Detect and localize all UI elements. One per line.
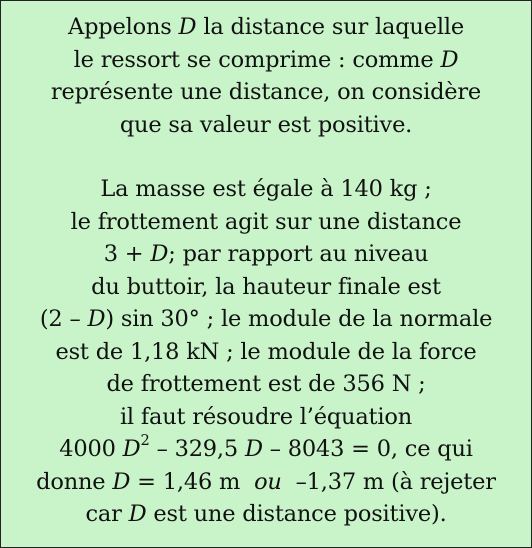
text-line	[1, 238, 531, 271]
text-run: donne	[36, 468, 113, 495]
variable-d: D	[112, 468, 131, 495]
text-line: est de 1,18 kN ; le module de la force	[55, 338, 477, 365]
text-run: est une distance positive).	[146, 501, 447, 527]
text-run: ; par rapport au niveau	[168, 241, 429, 267]
text-run: 3 +	[103, 241, 151, 267]
text-run: le ressort se comprime : comme	[73, 46, 441, 73]
variable-d: D	[150, 241, 169, 267]
result-line	[1, 466, 531, 499]
variable-d: D	[178, 14, 197, 40]
variable-d: D	[128, 501, 147, 527]
text-run: – 329,5	[149, 436, 245, 462]
text-line: que sa valeur est positive.	[119, 111, 413, 138]
text-run: 4000	[59, 436, 123, 462]
text-run: – 8043 = 0, ce qui	[262, 436, 473, 462]
text-run: (2 –	[39, 306, 88, 332]
text-run: la distance sur laquelle	[196, 14, 464, 40]
text-line: il faut résoudre l’équation	[119, 403, 413, 430]
text-run: car	[85, 501, 129, 527]
text-line	[1, 303, 531, 336]
text-run-italic: ou	[254, 468, 282, 495]
text-line: représente une distance, on considère	[50, 79, 482, 105]
variable-d: D	[244, 436, 263, 462]
text-run: –1,37 m (à rejeter	[281, 468, 496, 495]
text-line: du buttoir, la hauteur finale est	[91, 273, 441, 300]
text-run: ) sin 30° ; le module de la normale	[105, 306, 493, 332]
text-line: de frottement est de 356 N ;	[106, 371, 426, 397]
text-run: = 1,46 m	[130, 468, 255, 495]
text-line: le frottement agit sur une distance	[70, 208, 462, 235]
text-line	[1, 44, 531, 77]
paragraph-solution	[1, 173, 531, 531]
variable-d: D	[87, 306, 106, 332]
variable-d: D	[122, 436, 141, 462]
paragraph-definition	[1, 11, 531, 141]
exponent: 2	[140, 432, 150, 450]
variable-d: D	[440, 46, 459, 73]
equation-line	[1, 433, 531, 466]
text-run: Appelons	[68, 14, 179, 40]
text-line: La masse est égale à 140 kg ;	[100, 176, 432, 202]
text-line	[1, 498, 531, 531]
text-line	[1, 11, 531, 44]
